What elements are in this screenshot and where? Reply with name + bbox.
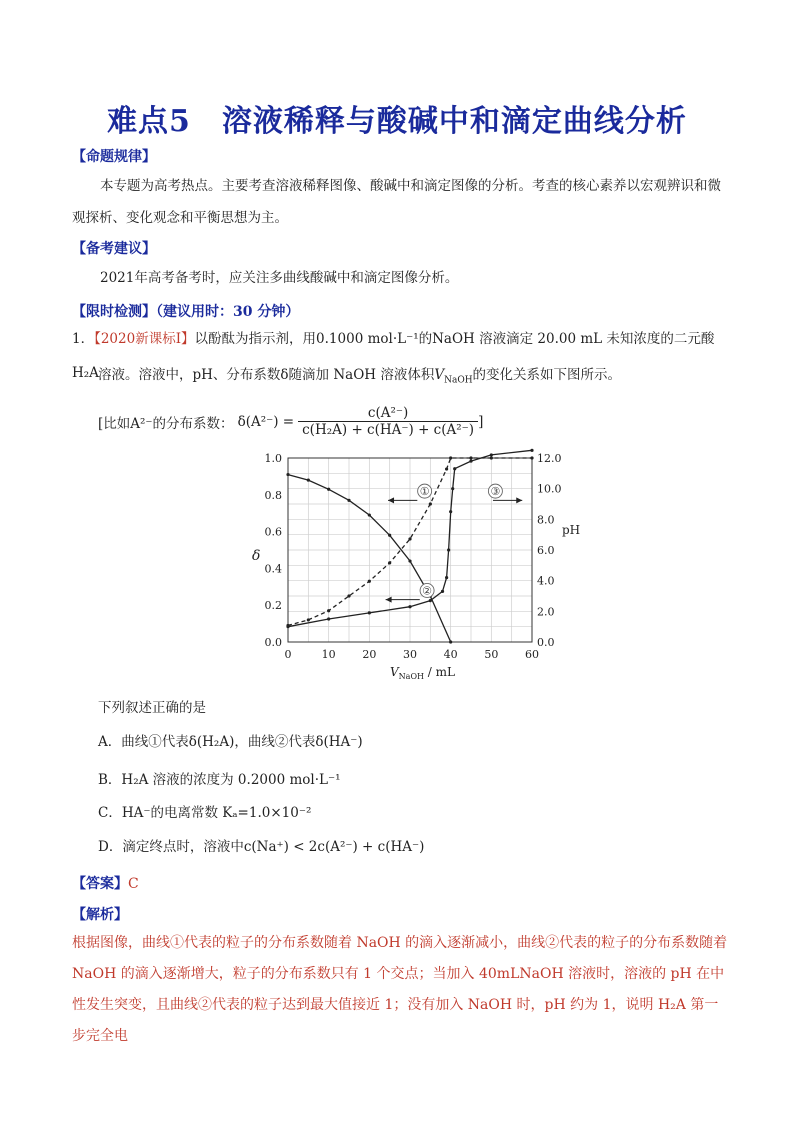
annotation-label-1: ① xyxy=(419,485,430,499)
data-point xyxy=(327,488,330,491)
x-tick-label: 60 xyxy=(525,648,539,661)
section-head-test: 【限时检测】（建议用时：30 分钟） xyxy=(72,304,300,320)
data-point xyxy=(530,456,533,459)
question-stem-line2 xyxy=(98,358,738,398)
y-left-tick-label: 0.6 xyxy=(264,525,282,539)
question-prompt: 下列叙述正确的是 xyxy=(98,700,206,716)
x-tick-label: 10 xyxy=(321,648,336,661)
data-point xyxy=(469,459,472,462)
titration-chart xyxy=(240,438,581,688)
data-point xyxy=(347,594,350,597)
section-head-rules: 【命题规律】 xyxy=(72,149,156,165)
section-text-advice: 2021年高考备考时，应关注多曲线酸碱中和滴定图像分析。 xyxy=(100,270,459,286)
data-point xyxy=(408,605,411,608)
option-b[interactable]: B．H₂A 溶液的浓度为 0.2000 mol·L⁻¹ xyxy=(98,772,341,788)
data-point xyxy=(449,640,452,643)
data-point xyxy=(368,611,371,614)
stem2-var: V xyxy=(434,367,445,383)
data-point xyxy=(368,513,371,516)
answer-label: 【答案】 xyxy=(72,876,128,892)
formula-suffix: ] xyxy=(478,413,484,430)
data-point xyxy=(449,456,452,459)
data-point xyxy=(530,449,533,452)
y-left-tick-label: 0.8 xyxy=(264,488,282,502)
annotation-arrowhead-2 xyxy=(386,597,392,603)
annotation-arrowhead-3 xyxy=(516,497,522,503)
y-right-tick-label: 10.0 xyxy=(537,482,562,496)
option-c[interactable]: C．HA⁻的电离常数 Kₐ=1.0×10⁻² xyxy=(98,805,312,821)
data-point xyxy=(408,559,411,562)
chart-labels xyxy=(252,452,580,681)
data-point xyxy=(445,576,448,579)
annotation-label-3: ③ xyxy=(490,485,501,499)
y-right-tick-label: 4.0 xyxy=(537,574,555,588)
question-number: 1． xyxy=(72,331,95,347)
y-left-tick-label: 0.2 xyxy=(264,599,282,613)
option-d[interactable]: D．滴定终点时，溶液中c(Na⁺) < 2c(A²⁻) + c(HA⁻) xyxy=(98,839,425,855)
x-tick-label: 30 xyxy=(403,648,417,661)
formula-numerator: c(A²⁻) xyxy=(298,405,478,422)
y-right-tick-label: 8.0 xyxy=(537,513,555,527)
question-source: 【2020新课标Ⅰ】 xyxy=(94,331,195,347)
section-text-rules: 本专题为高考热点。主要考查溶液稀释图像、酸碱中和滴定图像的分析。考查的核心素养以宏观辨识和微观探析、变化观念和平衡思想为主。 xyxy=(72,178,721,226)
x-tick-label: 0 xyxy=(284,648,292,661)
data-point xyxy=(408,537,411,540)
y-right-tick-label: 2.0 xyxy=(537,605,555,619)
page-title: 难点5 溶液稀释与酸碱中和滴定曲线分析 xyxy=(107,104,687,139)
data-point xyxy=(388,534,391,537)
y-left-axis-title: δ xyxy=(252,548,261,564)
x-tick-label: 20 xyxy=(362,648,377,661)
formula-denominator: c(H₂A) + c(HA⁻) + c(A²⁻) xyxy=(302,422,475,438)
y-right-tick-label: 12.0 xyxy=(537,452,562,465)
data-point xyxy=(307,478,310,481)
data-point xyxy=(286,473,289,476)
x-tick-label: 50 xyxy=(484,648,499,661)
option-a[interactable]: A．曲线①代表δ(H₂A)，曲线②代表δ(HA⁻) xyxy=(98,734,363,750)
section-head-advice: 【备考建议】 xyxy=(72,241,156,257)
data-point xyxy=(447,548,450,551)
data-point xyxy=(347,499,350,502)
data-point xyxy=(388,561,391,564)
analysis-label: 【解析】 xyxy=(72,907,128,923)
data-point xyxy=(453,467,456,470)
data-point xyxy=(429,502,432,505)
data-point xyxy=(449,510,452,513)
distribution-formula xyxy=(98,405,483,438)
x-tick-label: 40 xyxy=(443,648,458,661)
data-point xyxy=(451,487,454,490)
y-left-tick-label: 0.4 xyxy=(264,562,282,576)
analysis-text: 根据图像，曲线①代表的粒子的分布系数随着 NaOH 的滴入逐渐减小，曲线②代表的粒子的分布系数随着 NaOH 的滴入逐渐增大，粒子的分布系数只有 1 个交点；当加入 40mLNaOH 溶液时，溶液的 pH 在中性发生突变，且曲线②代表的粒子达到最大值接近 1；没有加入 NaOH 时，pH 约为 1，说明 H₂A 第一步完全电 xyxy=(72,935,728,1044)
data-point xyxy=(286,625,289,628)
question-stem-line1: 以酚酞为指示剂，用0.1000 mol·L⁻¹的NaOH 溶液滴定 20.00 mL 未知浓度的二元酸 H₂A xyxy=(72,331,715,381)
data-point xyxy=(490,453,493,456)
stem2-sub: NaOH xyxy=(444,375,473,386)
data-point xyxy=(429,599,432,602)
answer-line xyxy=(72,873,139,893)
data-point xyxy=(307,618,310,621)
y-right-tick-label: 6.0 xyxy=(537,544,555,557)
data-point xyxy=(441,590,444,593)
annotation-arrowhead-1 xyxy=(388,497,394,503)
data-point xyxy=(445,467,448,470)
data-point xyxy=(327,609,330,612)
stem2-end: 的变化关系如下图所示。 xyxy=(472,367,622,383)
y-right-axis-title: pH xyxy=(562,523,581,537)
data-point xyxy=(469,456,472,459)
y-left-tick-label: 1.0 xyxy=(264,452,282,465)
formula-lhs: δ(A²⁻) = xyxy=(237,413,295,430)
stem2-text: 溶液。溶液中，pH、分布系数δ随滴加 NaOH 溶液体积 xyxy=(98,367,435,383)
answer-value: C xyxy=(128,876,139,892)
x-axis-title: $V_{NaOH}$ / mL xyxy=(390,665,456,681)
formula-fraction xyxy=(298,405,478,438)
y-left-tick-label: 0.0 xyxy=(264,636,282,649)
data-point xyxy=(368,580,371,583)
data-point xyxy=(327,617,330,620)
annotation-label-2: ② xyxy=(422,584,433,598)
y-right-tick-label: 0.0 xyxy=(537,636,555,649)
data-point xyxy=(490,456,493,459)
formula-prefix: [比如A²⁻的分布系数： xyxy=(98,415,234,432)
